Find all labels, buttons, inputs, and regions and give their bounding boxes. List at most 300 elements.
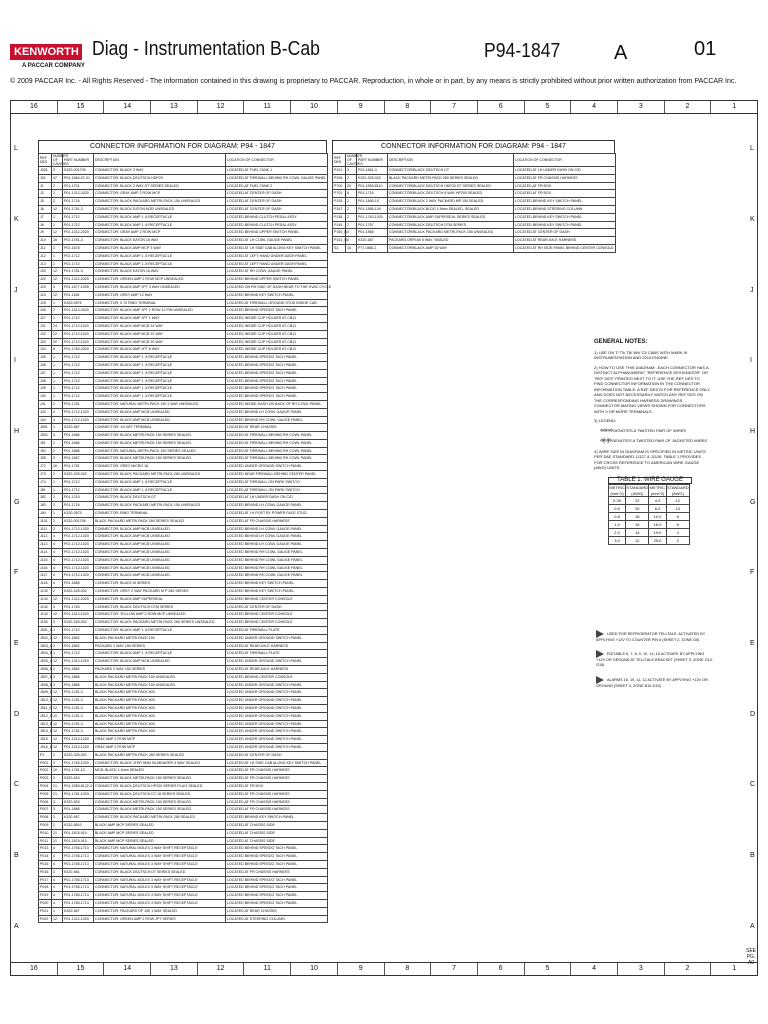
table-cell: CONNECTOR/BLACK DEUTSCH DTM SERIES <box>388 221 514 229</box>
table-cell: P01-1781-10 <box>63 767 94 775</box>
table-cell: CONNECTOR: BLACK AMP JPT 3 WAY UNSEALED <box>94 283 226 291</box>
table-cell: LOCATED AT LH SIDE CAB ALONG KEY SWITCH PANEL <box>226 244 328 252</box>
table-cell: CONNECTOR/BLACK BLDG 1.5mm SEALED, SEALED <box>388 205 514 213</box>
table-cell: 2 <box>346 205 357 213</box>
table-cell: CONNECTOR/BLACK DEUTSCH HDP20 DT SERIES SEALED <box>388 182 514 190</box>
table-cell: P01-1781-3 <box>63 237 94 245</box>
table-cell: K320-325-002 <box>357 174 388 182</box>
table-cell: P01-1312-1020 <box>63 658 94 666</box>
table-cell: PACKARD 2 WAY 150 SERIES <box>94 666 226 674</box>
table-cell: 4 <box>52 580 63 588</box>
table-cell: P01-1559-8110 <box>357 182 388 190</box>
table-cell: CONNECTOR: RING TERMINAL <box>94 510 226 518</box>
table-cell: K320-425-002 <box>63 588 94 596</box>
table-cell: J506_B <box>39 666 52 674</box>
zone-column-label: 8 <box>385 101 432 113</box>
wire-gauge-row <box>609 513 690 521</box>
table-cell: 12 <box>52 915 63 923</box>
table-cell: 3 <box>52 432 63 440</box>
table-cell: CONNECTOR: GRAY AMP 2 ROW MCP <box>94 229 226 237</box>
legend-text: DENOTES A TWISTED PAIR OF JACKETED WIRES <box>612 438 708 443</box>
table-cell: P01-1765-1713 <box>63 860 94 868</box>
zone-row-label: C <box>750 781 756 789</box>
table-cell: 2 <box>52 182 63 190</box>
table-cell: P01-1712 <box>63 393 94 401</box>
table-cell: 4 <box>52 860 63 868</box>
wire-gauge-cell: 19.0 <box>649 529 666 537</box>
table-cell: LOCATED BEHIND LH COWL GAUGE PANEL <box>226 408 328 416</box>
table-row <box>39 221 328 229</box>
note-number: 2) <box>594 364 598 370</box>
table-cell: J31 <box>39 322 52 330</box>
table-cell: J37 <box>39 369 52 377</box>
table-cell: K320-001706 <box>63 517 94 525</box>
table-cell: LOCATED UNDER GROUND SWITCH PANEL <box>226 697 328 705</box>
table-cell: J6 <box>39 205 52 213</box>
table-cell: P135 <box>333 198 346 206</box>
table-cell: P01-1765-1713 <box>63 845 94 853</box>
table-cell: CONNECTOR: BLACK AMP 1 .8 RECEPTACLE <box>94 478 226 486</box>
zone-row-label: G <box>14 498 20 506</box>
table-cell: 1 <box>52 299 63 307</box>
flag-note-1 <box>596 630 714 643</box>
zone-column-label: 16 <box>11 101 58 113</box>
table-cell: J501_A <box>39 627 52 635</box>
table-cell: P01-1712 <box>63 361 94 369</box>
wire-gauge-cell: 3.0 <box>609 537 626 545</box>
table-cell: LOCATED BEHIND KEY SWITCH PANEL <box>226 588 328 596</box>
zone-column-label: 7 <box>431 963 478 975</box>
table-cell: CONNECTOR: GRAY AMP 2 ROW MCP <box>94 190 226 198</box>
table-cell: P01-1765-1713 <box>63 853 94 861</box>
zone-column-label: 13 <box>151 101 198 113</box>
table-cell: P01-1712 <box>63 627 94 635</box>
table-cell: 47 <box>52 174 63 182</box>
wire-gauge-header: METRIC (mm^2) <box>609 485 625 496</box>
table-cell: LOCATED AT FR CHASSIS HARNESS <box>226 798 328 806</box>
table-cell: P700 <box>333 182 346 190</box>
table-cell: LOCATED AT FR CHASSIS HARNESS <box>226 775 328 783</box>
table-cell: LOCATED AT CENTER OF DASH <box>226 198 328 206</box>
table-cell: 3 <box>52 868 63 876</box>
table-row <box>333 229 616 237</box>
table-cell: LOCATED AT FR CHASSIS HARNESS <box>226 868 328 876</box>
table-cell: 8 <box>52 346 63 354</box>
table-cell: LOCATED AT FR CHASSIS HARNESS <box>226 790 328 798</box>
table-cell: 4 <box>52 899 63 907</box>
wire-gauge-cell: 16 <box>626 521 649 529</box>
table-cell: P01-1712-1020 <box>63 556 94 564</box>
table-cell: P01-1585-100 <box>357 205 388 213</box>
table-cell: J43 <box>39 408 52 416</box>
table-cell: CONNECTOR/BLACK 2 WAY PACKARD MP 150 SEALED <box>388 198 514 206</box>
table-cell: J116 <box>39 564 52 572</box>
zone-column-label: 7 <box>431 101 478 113</box>
table-row <box>333 167 616 175</box>
table-row <box>39 525 328 533</box>
table-cell: LOCATED BEHIND SPEEDO TACH PANEL <box>226 845 328 853</box>
table-cell: J503_A <box>39 642 52 650</box>
table-row <box>39 432 328 440</box>
table-cell: P01-1781-3 <box>63 720 94 728</box>
zone-row-label: E <box>750 640 755 647</box>
table-cell: P01-1712-1020 <box>63 330 94 338</box>
table-row <box>39 307 328 315</box>
table-cell: P01-1712 <box>63 377 94 385</box>
table-cell: 12 <box>52 595 63 603</box>
table-cell: P01-1712-1020 <box>63 541 94 549</box>
table-cell: CONNECTOR: BLACK AMP JPT 8 WAY <box>94 346 226 354</box>
table-cell: 12 <box>52 611 63 619</box>
column-header: REF DES <box>39 154 52 167</box>
table-cell: BLACK PACKARD METRI-PACK 63X <box>94 728 226 736</box>
general-notes <box>594 340 710 545</box>
table-cell: P01-1886 <box>63 806 94 814</box>
table-cell: 1 <box>52 221 63 229</box>
table-row <box>39 276 328 284</box>
table-cell: 4 <box>52 416 63 424</box>
table-cell: P01-1765-1713 <box>63 892 94 900</box>
table-cell: BLACK PACKARD METRI-PACK 280 SERIES SEALED <box>94 517 226 525</box>
table-row <box>39 338 328 346</box>
table-cell: K320-325-002 <box>63 619 94 627</box>
zone-row-label: J <box>750 286 754 294</box>
wire-gauge-cell: 18 <box>626 513 649 521</box>
table-cell: P01-1712-1020 <box>63 564 94 572</box>
table-row <box>39 533 328 541</box>
table-cell: CONNECTOR: BLACK AMP MCB UNSEALED <box>94 541 226 549</box>
table-cell: LOCATED AT RH SIDE PANEL BEHIND CENTER CONSOLE <box>514 244 616 252</box>
table-cell: CONNECTOR: GREEN AMP 2 ROW MCP UNSEALED <box>94 276 226 284</box>
zone-row-label: F <box>14 569 19 577</box>
table-cell: P01-1215 <box>63 494 94 502</box>
table-cell: 4 <box>52 884 63 892</box>
table-row <box>39 634 328 642</box>
table-cell: J2 <box>39 190 52 198</box>
table-cell: P01-1559-8122-4 <box>63 782 94 790</box>
column-header: LOCATION OF CONNECTOR <box>226 154 328 167</box>
note-2 <box>594 365 710 415</box>
table-cell: LOCATED BEHIND CLUTCH PEDAL ASSY <box>226 213 328 221</box>
table-cell: 12 <box>52 634 63 642</box>
zone-column-label: 16 <box>11 963 58 975</box>
table-cell: P01-1715 <box>357 190 388 198</box>
table-cell: P01-1876-910 <box>63 837 94 845</box>
table-row <box>39 229 328 237</box>
zone-column-label: 14 <box>104 963 151 975</box>
table-cell: 2 <box>52 588 63 596</box>
table-cell: J25 <box>39 299 52 307</box>
flag-note-2 <box>596 650 714 668</box>
table-cell: 2 <box>52 814 63 822</box>
table-cell: LOCATED BEHIND UPPER SWITCH PANEL <box>226 229 328 237</box>
table-cell: P138 <box>333 213 346 221</box>
table-cell: 12 <box>52 704 63 712</box>
note-1 <box>594 350 710 361</box>
table-cell: LOCATED AT CENTER OF DASH <box>226 751 328 759</box>
connector-table-right-title: CONNECTOR INFORMATION FOR DIAGRAM: P94 - 1847 <box>332 140 615 153</box>
table-cell: 1 <box>52 361 63 369</box>
zone-column-label: 14 <box>104 101 151 113</box>
table-cell: 3 <box>52 759 63 767</box>
table-cell: LOCATED BEHIND LH COWL GAUGE PANEL <box>226 541 328 549</box>
table-cell: K320-001706 <box>63 167 94 175</box>
table-cell: P01-1763-1020 <box>63 759 94 767</box>
table-row <box>39 439 328 447</box>
table-cell: CONNECTOR: NATURAL MOLEX 3 WAY SHIFT RECEPTACLE <box>94 860 226 868</box>
table-cell: J509_B <box>39 689 52 697</box>
copyright-notice: © 2009 PACCAR Inc. - All Rights Reserved - The information contained in this drawing is proprietary to PACCAR. Reproduction, in whole or in part, by any means is strictly prohibited without prior written authorization from PACCAR Inc. <box>10 78 737 85</box>
table-cell: J111 <box>39 525 52 533</box>
table-cell: J117 <box>39 572 52 580</box>
table-row <box>39 541 328 549</box>
wire-gauge-cell: 10.0 <box>649 513 666 521</box>
table-cell: CONNECTOR: BLACK AMP MCB 22 WAY <box>94 330 226 338</box>
table-cell: LOCATED INSIDE CUP HOLDER AT CB-D <box>226 346 328 354</box>
table-cell: J5 <box>39 198 52 206</box>
table-cell: CONNECTOR: BLACK AMP 1 .8 RECEPTACLE <box>94 393 226 401</box>
table-cell: BLACK PACKARD METRI-PACK 280 SERIES SEALED <box>94 751 226 759</box>
table-cell: LOCATED AT LEFT HAND UNDER DASH PANEL <box>226 260 328 268</box>
table-cell: CONNECTOR: BLACK METRI-PACK 150 SERIES SEALED <box>94 455 226 463</box>
zone-column-label: 4 <box>571 101 618 113</box>
table-cell: 12 <box>52 689 63 697</box>
table-row <box>39 681 328 689</box>
table-cell: CONNECTOR: BLACK 3 WAY <box>94 167 226 175</box>
table-cell: P007 <box>39 806 52 814</box>
table-cell: LOCATED UNDER GROUND SWITCH PANEL <box>226 689 328 697</box>
table-cell: CONNECTOR: BLACK EATON 16 WAY <box>94 268 226 276</box>
table-row <box>333 198 616 206</box>
table-cell: K320-516 <box>63 775 94 783</box>
wire-gauge-cell: 2 <box>666 537 689 545</box>
column-header: DESCRIPTION <box>94 154 226 167</box>
table-row <box>333 182 616 190</box>
table-cell: J507_B <box>39 673 52 681</box>
table-cell: 1 <box>52 907 63 915</box>
table-row <box>333 237 616 245</box>
table-cell: 6 <box>346 190 357 198</box>
table-row <box>39 580 328 588</box>
table-cell: 1 <box>52 260 63 268</box>
zone-row-label: I <box>14 357 16 365</box>
table-cell: LOCATED AT FIREWALL BEHIND RH COWL GAUGE PANEL <box>226 174 328 182</box>
table-cell: P01-1712 <box>63 221 94 229</box>
table-cell: LOCATED BEHIND SPEEDO TACH PANEL <box>226 361 328 369</box>
table-cell: CONNECTOR: NATURAL METRI-PACK 150 2 WAY UNSEALED <box>94 400 226 408</box>
zone-row-label: J <box>14 286 18 294</box>
zone-column-label: 5 <box>525 101 572 113</box>
wire-gauge-cell: 16.0 <box>649 521 666 529</box>
note-text: LEGEND: <box>598 418 617 423</box>
table-cell: LOCATED AT CHASSIS SIDE <box>226 837 328 845</box>
table-cell: P701 <box>333 190 346 198</box>
table-cell: BLACK AMP MCP SERIES SEALED <box>94 837 226 845</box>
table-cell: K320-0575 <box>63 299 94 307</box>
table-cell: CONNECTOR: BLACK AMP MCP 3 WAY <box>94 244 226 252</box>
table-cell: LOCATED BEHIND KEY SWITCH PANEL <box>514 198 616 206</box>
table-cell: P018 <box>39 884 52 892</box>
table-cell: LOCATED AT FR BOX <box>514 182 616 190</box>
zone-row-label: K <box>14 216 19 223</box>
table-cell: CONNECTOR: BLACK AMP MCB UNSEALED <box>94 658 226 666</box>
table-cell: J33 <box>39 338 52 346</box>
sheet-number: 01 <box>694 38 717 60</box>
table-cell: LOCATED BEHIND KEY SWITCH PANEL <box>514 213 616 221</box>
table-cell: CONNECTOR: NATURAL MOLEX 3 WAY SHIFT RECEPTACLE <box>94 892 226 900</box>
table-cell: 20 <box>52 338 63 346</box>
table-cell: CONNECTOR: BLACK DEUTSCH DTM SERIES <box>94 603 226 611</box>
table-cell: LOCATED AT LH SIDE CAB ALONG KEY SWITCH PANEL <box>226 759 328 767</box>
table-cell: J40 <box>39 393 52 401</box>
table-row <box>39 315 328 323</box>
table-cell: 3 <box>52 806 63 814</box>
table-cell: J118 <box>39 580 52 588</box>
table-cell: LOCATED AT CENTER OF DASH <box>226 205 328 213</box>
brand-name: KENWORTH <box>14 46 79 58</box>
table-cell: CONNECTOR/BLACK DEUTSCH DT <box>388 167 514 175</box>
table-cell: CONNECTOR: BLACK AMP MCB 24 WAY <box>94 322 226 330</box>
table-cell: BLACK AMP MCP SERIES SEALED <box>94 829 226 837</box>
table-cell: CONNECTOR: BLACK METRI-PACK 150 SERIES SEALED <box>94 798 226 806</box>
table-row <box>39 704 328 712</box>
flag-note-3 <box>596 676 714 689</box>
wire-gauge-cell: 6 <box>666 521 689 529</box>
table-cell: 12 <box>52 229 63 237</box>
table-cell: LOCATED AT FR CHASSIS HARNESS <box>226 767 328 775</box>
wire-gauge-header: STANDARD (AWG) <box>626 485 649 496</box>
table-cell: P77-0881-1 <box>357 244 388 252</box>
table-cell: J51 <box>39 439 52 447</box>
table-cell: 4 <box>52 572 63 580</box>
flag-triangle-icon <box>596 650 604 658</box>
table-cell: P002 <box>39 767 52 775</box>
table-cell: P01-1781-3 <box>63 704 94 712</box>
table-row <box>39 736 328 744</box>
table-cell: BLACK PACKARD METRI-PACK 63X <box>94 712 226 720</box>
zone-row-label: K <box>750 216 755 223</box>
jacketed-pair-icon: ⟡(∞)⟡ <box>600 438 612 444</box>
table-cell: J512_D <box>39 712 52 720</box>
table-cell: LOCATED AT FR BOX <box>226 782 328 790</box>
table-cell: 1 <box>52 627 63 635</box>
table-cell: K320-587 <box>357 237 388 245</box>
table-cell: P01-1781 <box>63 463 94 471</box>
zone-column-label: 15 <box>58 101 105 113</box>
table-cell: CONNECTOR: YELLOW AMP 2 ROW MCP UNSEALED <box>94 611 226 619</box>
table-row <box>39 619 328 627</box>
table-cell: P01-1865 <box>63 580 94 588</box>
table-cell: P014 <box>39 853 52 861</box>
table-cell: J101 <box>39 517 52 525</box>
table-cell: K320-581 <box>63 868 94 876</box>
table-cell: J73 <box>39 471 52 479</box>
table-cell: P01-1712-1020 <box>63 549 94 557</box>
table-cell: J501 <box>39 424 52 432</box>
table-row <box>39 907 328 915</box>
table-cell: LOCATED AT REAR AXLE HARNESS <box>226 666 328 674</box>
table-cell: P01-1781-3 <box>63 689 94 697</box>
table-cell: J510_B <box>39 697 52 705</box>
table-cell: 2 <box>52 775 63 783</box>
table-cell: P01-1862 <box>63 666 94 674</box>
table-cell: P01-1712 <box>63 385 94 393</box>
wire-gauge-cell: 1.0 <box>609 521 626 529</box>
table-cell: CONNECTOR/BLACK AMP SUPERSEAL SERIES SEALED <box>388 213 514 221</box>
zone-row-label: B <box>14 852 19 859</box>
table-cell: LOCATED AT FIREWALL ON PARK SWITCH <box>226 478 328 486</box>
table-cell: 20 <box>346 182 357 190</box>
table-row <box>333 213 616 221</box>
table-row <box>39 471 328 479</box>
table-cell: P01-1712-1020 <box>63 322 94 330</box>
table-cell: CONNECTOR: BLACK AMP 1 .8 RECEPTACLE <box>94 627 226 635</box>
table-row <box>39 400 328 408</box>
table-cell: CONNECTOR/BLACK DEUTSCH 6 WAY HP200 SEALED <box>388 190 514 198</box>
table-cell: P01-1312-1020 <box>63 915 94 923</box>
table-cell: 22 <box>52 330 63 338</box>
table-cell: P01-1678 <box>63 244 94 252</box>
revision-letter: A <box>614 42 628 64</box>
table-row <box>39 517 328 525</box>
table-cell: P1 <box>39 751 52 759</box>
wire-gauge-row <box>609 529 690 537</box>
drawing-title: Diag - Instrumentation B-Cab <box>92 38 320 60</box>
twisted-pair-icon: ⟡⟡∞⟡ <box>600 427 613 434</box>
table-cell: J84 <box>39 510 52 518</box>
table-row <box>39 299 328 307</box>
legend-jacketed-pair <box>600 438 710 445</box>
wire-gauge-cell: 14 <box>626 529 649 537</box>
table-row <box>39 408 328 416</box>
table-cell: LOCATED AT LH COWL GAUGE PANEL <box>226 237 328 245</box>
table-cell: LOCATED NEAR FIREWALL BEHIND CENTER PANEL <box>226 471 328 479</box>
table-cell: J504_B <box>39 650 52 658</box>
connector-table-left <box>38 140 332 923</box>
table-cell: P01-1712 <box>63 260 94 268</box>
table-cell: 21 <box>52 790 63 798</box>
table-cell: 12 <box>52 720 63 728</box>
table-cell: 1 <box>52 377 63 385</box>
table-row <box>39 884 328 892</box>
table-cell: 2 <box>52 502 63 510</box>
table-cell: 12 <box>52 276 63 284</box>
table-cell: CONNECTOR: BLACK AMP MCB UNSEALED <box>94 525 226 533</box>
table-cell: J508_B <box>39 681 52 689</box>
table-cell: CONNECTOR: NATURAL MOLEX 3 WAY SHIFT RECEPTACLE <box>94 884 226 892</box>
zone-column-label: 3 <box>618 963 665 975</box>
table-cell: J72 <box>39 463 52 471</box>
table-cell: P022 <box>39 915 52 923</box>
wire-gauge-cell: 10 <box>666 505 689 513</box>
table-cell: LOCATED AT FUEL TANK 1 <box>226 167 328 175</box>
table-cell: CONNECTOR: BLACK AMP 1 .8 RECEPTACLE <box>94 385 226 393</box>
table-cell: LOCATED AT LH UNDER DASH ON C/D <box>226 494 328 502</box>
table-cell: 21 <box>52 829 63 837</box>
zone-column-label: 6 <box>478 963 525 975</box>
zone-row-label: D <box>14 710 20 718</box>
table-cell: P01-1701 <box>63 182 94 190</box>
table-cell: 21 <box>52 837 63 845</box>
table-cell: LOCATED BEHIND SPEEDO TACH PANEL <box>226 892 328 900</box>
flag-triangle-icon <box>596 630 604 638</box>
table-cell: 2 <box>52 666 63 674</box>
table-row <box>39 549 328 557</box>
table-cell: J001 <box>39 167 52 175</box>
table-cell: 1 <box>52 424 63 432</box>
column-header: REF DES <box>333 154 346 167</box>
table-cell: LOCATED BEHIND KEY SWITCH PANEL <box>226 814 328 822</box>
